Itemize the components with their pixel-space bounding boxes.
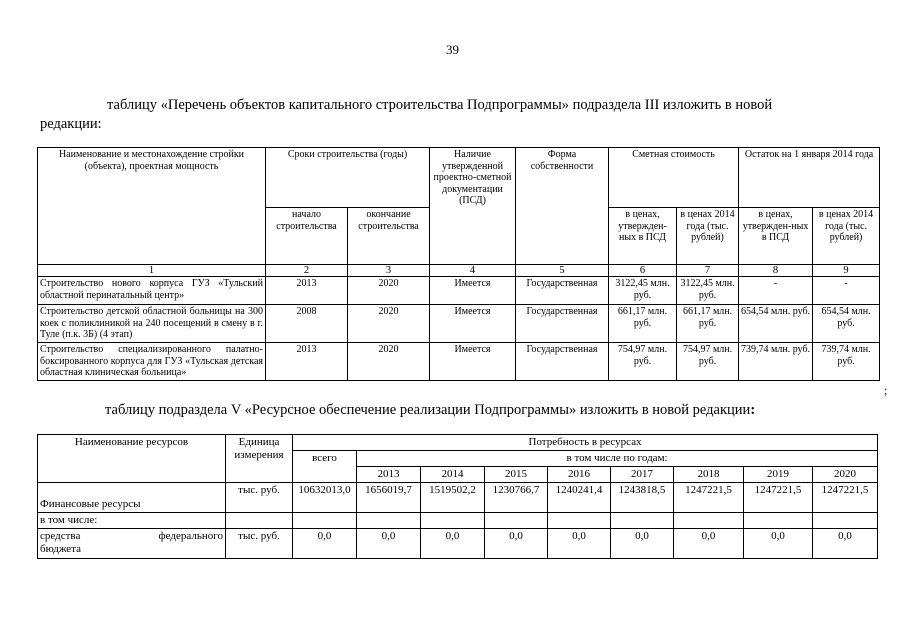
object-name: Строительство детской областной больницы на 300 коек с поликлиникой на 240 посещений в смену в г. Туле (п.к. 3Б) (4 этап) — [38, 305, 266, 343]
intro-text-2-colon: : — [750, 402, 756, 418]
unit: тыс. руб. — [226, 483, 293, 513]
psd-status: Имеется — [430, 343, 516, 381]
cost-2014: 754,97 млн. руб. — [677, 343, 739, 381]
rem-approved: 654,54 млн. руб. — [739, 305, 813, 343]
table-row — [38, 277, 880, 305]
year-header: 2013 — [357, 467, 421, 483]
column-number: 4 — [430, 265, 516, 277]
object-name: Строительство специализированного палатно-боксированного корпуса для ГУЗ «Тульская детская областная клиническая больница» — [38, 343, 266, 381]
year-header: 2015 — [485, 467, 548, 483]
psd-status: Имеется — [430, 305, 516, 343]
header-end: окончание строительства — [348, 208, 430, 265]
header-cost-2014: в ценах 2014 года (тыс. рублей) — [677, 208, 739, 265]
capital-construction-table — [37, 147, 880, 381]
header-need: Потребность в ресурсах — [293, 435, 878, 451]
cost-2014: 661,17 млн. руб. — [677, 305, 739, 343]
rem-approved: - — [739, 277, 813, 305]
cost-approved: 754,97 млн. руб. — [609, 343, 677, 381]
empty-cell — [293, 513, 357, 529]
year-value: 1656019,7 — [357, 483, 421, 513]
cost-approved: 3122,45 млн. руб. — [609, 277, 677, 305]
intro-text-2 — [105, 402, 885, 419]
end-year: 2020 — [348, 305, 430, 343]
total-value: 10632013,0 — [293, 483, 357, 513]
empty-cell — [548, 513, 611, 529]
column-number: 7 — [677, 265, 739, 277]
year-value: 0,0 — [485, 529, 548, 559]
ownership: Государственная — [516, 343, 609, 381]
empty-cell — [421, 513, 485, 529]
empty-cell — [357, 513, 421, 529]
year-value: 0,0 — [548, 529, 611, 559]
end-year: 2020 — [348, 277, 430, 305]
header-by-years: в том числе по годам: — [357, 451, 878, 467]
cost-approved: 661,17 млн. руб. — [609, 305, 677, 343]
header-ownership: Форма собственности — [516, 148, 609, 265]
resource-name: в том числе: — [38, 513, 226, 529]
empty-cell — [674, 513, 744, 529]
header-rem-2014: в ценах 2014 года (тыс. рублей) — [813, 208, 880, 265]
column-number: 3 — [348, 265, 430, 277]
table-row — [38, 343, 880, 381]
cost-2014: 3122,45 млн. руб. — [677, 277, 739, 305]
empty-cell — [744, 513, 813, 529]
trailing-semicolon: ; — [884, 383, 888, 397]
header-unit: Единица измерения — [226, 435, 293, 483]
psd-status: Имеется — [430, 277, 516, 305]
empty-cell — [813, 513, 878, 529]
page-number: 39 — [446, 42, 459, 57]
column-number: 6 — [609, 265, 677, 277]
year-value: 0,0 — [674, 529, 744, 559]
year-value: 1247221,5 — [744, 483, 813, 513]
table-row — [38, 513, 878, 529]
column-number: 5 — [516, 265, 609, 277]
empty-cell — [485, 513, 548, 529]
empty-cell — [611, 513, 674, 529]
intro-text-1-line1: таблицу «Перечень объектов капитального строительства Подпрограммы» подраздела III изложить в новой — [107, 97, 773, 113]
rem-2014: - — [813, 277, 880, 305]
year-value: 1247221,5 — [813, 483, 878, 513]
year-value: 0,0 — [357, 529, 421, 559]
header-name: Наименование и местонахождение стройки (объекта), проектная мощность — [38, 148, 266, 265]
column-number: 1 — [38, 265, 266, 277]
resource-name-line1 — [40, 530, 223, 543]
year-header: 2019 — [744, 467, 813, 483]
year-value: 1240241,4 — [548, 483, 611, 513]
resource-name-word: средства — [40, 530, 81, 542]
rem-2014: 739,74 млн. руб. — [813, 343, 880, 381]
ownership: Государственная — [516, 305, 609, 343]
header-terms: Сроки строительства (годы) — [266, 148, 430, 208]
year-value: 0,0 — [744, 529, 813, 559]
year-value: 1243818,5 — [611, 483, 674, 513]
resource-name-word: федерального — [158, 530, 223, 542]
ownership: Государственная — [516, 277, 609, 305]
intro-text-1 — [40, 96, 880, 134]
header-rem-approved: в ценах, утвержден-ных в ПСД — [739, 208, 813, 265]
header-start: начало строительства — [266, 208, 348, 265]
empty-cell — [226, 513, 293, 529]
unit: тыс. руб. — [226, 529, 293, 559]
rem-approved: 739,74 млн. руб. — [739, 343, 813, 381]
resource-provision-table — [37, 434, 878, 559]
start-year: 2008 — [266, 305, 348, 343]
year-value: 1519502,2 — [421, 483, 485, 513]
start-year: 2013 — [266, 277, 348, 305]
object-name: Строительство нового корпуса ГУЗ «Тульский областной перинатальный центр» — [38, 277, 266, 305]
header-cost-approved: в ценах, утвержден-ных в ПСД — [609, 208, 677, 265]
header-psd: Наличие утвержденной проектно-сметной документации (ПСД) — [430, 148, 516, 265]
table-row — [38, 529, 878, 559]
column-number: 2 — [266, 265, 348, 277]
year-value: 0,0 — [611, 529, 674, 559]
column-number: 8 — [739, 265, 813, 277]
end-year: 2020 — [348, 343, 430, 381]
rem-2014: 654,54 млн. руб. — [813, 305, 880, 343]
year-value: 0,0 — [421, 529, 485, 559]
year-header: 2017 — [611, 467, 674, 483]
intro-text-2-body: таблицу подраздела V «Ресурсное обеспечение реализации Подпрограммы» изложить в новой редакции — [105, 402, 751, 418]
year-value: 0,0 — [813, 529, 878, 559]
year-value: 1230766,7 — [485, 483, 548, 513]
intro-text-1-line2: редакции: — [40, 116, 102, 132]
year-header: 2016 — [548, 467, 611, 483]
column-number: 9 — [813, 265, 880, 277]
header-resources: Наименование ресурсов — [38, 435, 226, 483]
total-value: 0,0 — [293, 529, 357, 559]
year-header: 2020 — [813, 467, 878, 483]
resource-name-line2: бюджета — [40, 543, 82, 555]
resource-name — [38, 529, 226, 559]
table-row — [38, 305, 880, 343]
year-header: 2014 — [421, 467, 485, 483]
start-year: 2013 — [266, 343, 348, 381]
table-row — [38, 483, 878, 513]
header-cost: Сметная стоимость — [609, 148, 739, 208]
year-value: 1247221,5 — [674, 483, 744, 513]
header-total: всего — [293, 451, 357, 483]
resource-name: Финансовые ресурсы — [38, 483, 226, 513]
column-numbers-row — [38, 265, 880, 277]
header-remainder: Остаток на 1 января 2014 года — [739, 148, 880, 208]
year-header: 2018 — [674, 467, 744, 483]
